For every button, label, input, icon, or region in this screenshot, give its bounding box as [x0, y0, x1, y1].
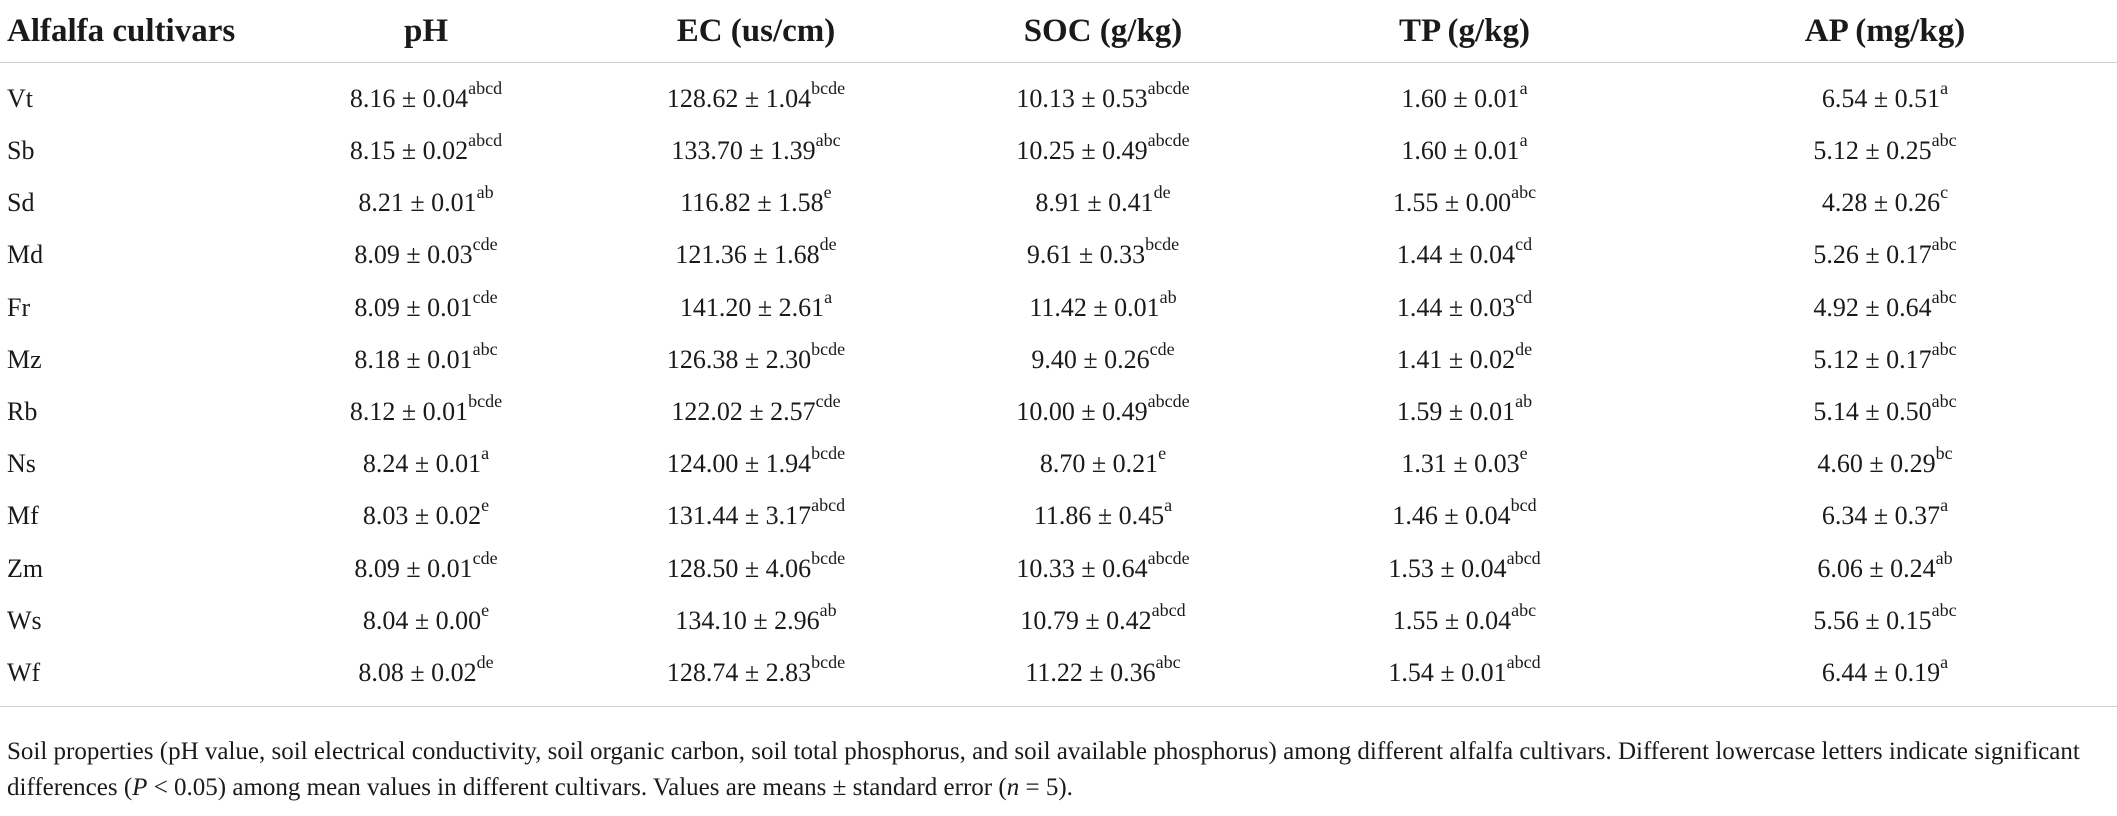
- soc-cell: [930, 438, 1276, 490]
- ap-significance-letters: ab: [1935, 547, 1953, 568]
- ph-significance-letters: cde: [472, 234, 498, 255]
- ap-cell: [1653, 334, 2117, 386]
- ph-significance-letters: bcde: [468, 391, 503, 412]
- soc-cell: [930, 595, 1276, 647]
- ap-value: 4.28 ± 0.26: [1821, 188, 1941, 218]
- soc-significance-letters: cde: [1149, 338, 1175, 359]
- ap-value: 6.44 ± 0.19: [1821, 658, 1941, 688]
- ec-value: 122.02 ± 2.57: [671, 397, 816, 427]
- ph-value: 8.04 ± 0.00: [362, 605, 482, 635]
- tp-value: 1.46 ± 0.04: [1392, 501, 1511, 531]
- soc-value: 8.91 ± 0.41: [1035, 188, 1154, 218]
- soc-value: 11.86 ± 0.45: [1033, 501, 1165, 531]
- table-row: [0, 647, 2117, 707]
- soc-significance-letters: abc: [1155, 652, 1181, 673]
- ph-value: 8.15 ± 0.02: [349, 136, 469, 166]
- ec-significance-letters: abc: [815, 130, 841, 151]
- ph-cell: [270, 282, 582, 334]
- soc-significance-letters: ab: [1159, 286, 1177, 307]
- tp-cell: [1276, 229, 1653, 281]
- soc-value: 8.70 ± 0.21: [1039, 449, 1159, 479]
- soc-cell: [930, 177, 1276, 229]
- cultivar-cell: Ns: [7, 449, 36, 479]
- tp-cell: [1276, 63, 1653, 126]
- ph-cell: [270, 595, 582, 647]
- table-row: [0, 125, 2117, 177]
- tp-significance-letters: ab: [1515, 391, 1533, 412]
- ph-value: 8.09 ± 0.03: [354, 240, 473, 270]
- ec-cell: [582, 63, 930, 126]
- ec-value: 116.82 ± 1.58: [680, 188, 824, 218]
- ec-value: 126.38 ± 2.30: [666, 344, 812, 374]
- ap-value: 5.12 ± 0.25: [1813, 136, 1932, 166]
- header-ph: pH: [270, 0, 582, 63]
- ec-value: 134.10 ± 2.96: [675, 605, 820, 635]
- ec-value: 131.44 ± 3.17: [666, 501, 812, 531]
- table-header-row: [0, 0, 2117, 63]
- footnote-text-2: < 0.05) among mean values in different cultivars. Values are means ± standard error (: [147, 774, 1007, 801]
- table-row: [0, 438, 2117, 490]
- ap-cell: [1653, 386, 2117, 438]
- table-row: [0, 229, 2117, 281]
- table-row: [0, 63, 2117, 126]
- ph-value: 8.08 ± 0.02: [358, 658, 477, 688]
- header-soc: SOC (g/kg): [930, 0, 1276, 63]
- ec-cell: [582, 282, 930, 334]
- table-body: [0, 63, 2117, 707]
- cultivar-cell: Sb: [7, 136, 35, 166]
- ap-cell: [1653, 595, 2117, 647]
- ap-value: 4.92 ± 0.64: [1813, 292, 1932, 322]
- ph-cell: [270, 386, 582, 438]
- ap-cell: [1653, 282, 2117, 334]
- ec-cell: [582, 543, 930, 595]
- tp-value: 1.54 ± 0.01: [1388, 658, 1507, 688]
- ph-value: 8.21 ± 0.01: [358, 188, 477, 218]
- ec-cell: [582, 177, 930, 229]
- soc-value: 10.25 ± 0.49: [1016, 136, 1148, 166]
- cultivar-cell: Mz: [7, 344, 42, 374]
- soc-cell: [930, 282, 1276, 334]
- soc-significance-letters: abcde: [1147, 130, 1190, 151]
- ph-significance-letters: abc: [472, 338, 498, 359]
- ap-value: 4.60 ± 0.29: [1817, 449, 1936, 479]
- ph-cell: [270, 334, 582, 386]
- soc-value: 9.40 ± 0.26: [1031, 344, 1150, 374]
- ap-significance-letters: c: [1940, 182, 1949, 203]
- cultivar-cell: Zm: [7, 553, 44, 583]
- ap-value: 5.26 ± 0.17: [1813, 240, 1932, 270]
- table-row: [0, 282, 2117, 334]
- tp-value: 1.55 ± 0.00: [1392, 188, 1512, 218]
- ec-value: 124.00 ± 1.94: [666, 449, 812, 479]
- table-row: [0, 177, 2117, 229]
- ph-value: 8.12 ± 0.01: [349, 397, 469, 427]
- ap-value: 5.56 ± 0.15: [1813, 605, 1932, 635]
- tp-cell: [1276, 595, 1653, 647]
- ph-significance-letters: de: [476, 652, 494, 673]
- ap-value: 5.12 ± 0.17: [1813, 344, 1932, 374]
- ec-cell: [582, 386, 930, 438]
- ec-significance-letters: e: [823, 182, 832, 203]
- ec-significance-letters: bcde: [811, 443, 846, 464]
- ec-cell: [582, 490, 930, 542]
- ec-cell: [582, 229, 930, 281]
- tp-value: 1.60 ± 0.01: [1401, 84, 1520, 113]
- table-row: [0, 595, 2117, 647]
- tp-significance-letters: cd: [1515, 286, 1533, 307]
- ec-significance-letters: a: [824, 286, 833, 307]
- ph-value: 8.16 ± 0.04: [349, 84, 469, 113]
- ph-value: 8.24 ± 0.01: [362, 449, 482, 479]
- ph-significance-letters: a: [481, 443, 490, 464]
- ec-value: 128.74 ± 2.83: [666, 658, 812, 688]
- tp-value: 1.44 ± 0.04: [1396, 240, 1516, 270]
- ec-significance-letters: bcde: [811, 338, 846, 359]
- tp-cell: [1276, 282, 1653, 334]
- soc-cell: [930, 386, 1276, 438]
- ec-value: 133.70 ± 1.39: [671, 136, 816, 166]
- cultivar-cell: Vt: [7, 84, 33, 113]
- ap-cell: [1653, 647, 2117, 707]
- tp-significance-letters: abcd: [1506, 652, 1541, 673]
- table-footnote: [7, 734, 2107, 806]
- ec-cell: [582, 334, 930, 386]
- tp-value: 1.44 ± 0.03: [1396, 292, 1516, 322]
- ph-significance-letters: abcd: [468, 130, 503, 151]
- tp-significance-letters: a: [1519, 78, 1528, 98]
- header-ec: EC (us/cm): [582, 0, 930, 63]
- ph-significance-letters: ab: [476, 182, 494, 203]
- header-ap: AP (mg/kg): [1653, 0, 2117, 63]
- ph-cell: [270, 438, 582, 490]
- ec-value: 128.62 ± 1.04: [666, 84, 812, 113]
- ap-significance-letters: a: [1940, 652, 1949, 673]
- tp-significance-letters: bcd: [1510, 495, 1537, 516]
- tp-cell: [1276, 125, 1653, 177]
- tp-significance-letters: abc: [1511, 599, 1537, 620]
- ph-cell: [270, 63, 582, 126]
- ph-significance-letters: cde: [472, 547, 498, 568]
- ap-significance-letters: abc: [1931, 599, 1957, 620]
- cultivar-cell: Sd: [7, 188, 35, 218]
- soc-cell: [930, 647, 1276, 707]
- soc-significance-letters: a: [1164, 495, 1173, 516]
- cultivar-cell: Wf: [0, 647, 270, 707]
- cultivar-cell: Fr: [7, 292, 31, 322]
- ap-significance-letters: abc: [1931, 234, 1957, 255]
- soc-cell: [930, 490, 1276, 542]
- soc-value: 9.61 ± 0.33: [1026, 240, 1146, 270]
- ph-value: 8.09 ± 0.01: [354, 292, 473, 322]
- soc-significance-letters: abcde: [1147, 391, 1190, 412]
- ap-value: 6.54 ± 0.51: [1821, 84, 1941, 113]
- soc-cell: [930, 543, 1276, 595]
- ap-cell: [1653, 63, 2117, 126]
- tp-cell: [1276, 177, 1653, 229]
- tp-value: 1.41 ± 0.02: [1396, 344, 1516, 374]
- tp-value: 1.59 ± 0.01: [1396, 397, 1516, 427]
- soc-significance-letters: abcde: [1147, 78, 1190, 98]
- ap-value: 6.34 ± 0.37: [1821, 501, 1941, 531]
- ec-cell: [582, 595, 930, 647]
- ph-cell: [270, 229, 582, 281]
- ph-cell: [270, 543, 582, 595]
- ph-cell: [270, 490, 582, 542]
- cultivar-cell: Ws: [7, 605, 42, 635]
- footnote-text-3: = 5).: [1019, 774, 1073, 801]
- soc-value: 10.79 ± 0.42: [1020, 605, 1152, 635]
- ec-significance-letters: bcde: [811, 78, 846, 98]
- footnote-text-1: Soil properties (pH value, soil electrical conductivity, soil organic carbon, soil total phosphorus, and soil available phosphorus) among different alfalfa cultivars. Different lowercase letters indicate significant differences (: [7, 738, 2080, 801]
- ec-value: 141.20 ± 2.61: [679, 292, 825, 322]
- table-row: [0, 386, 2117, 438]
- tp-cell: [1276, 490, 1653, 542]
- soc-significance-letters: bcde: [1145, 234, 1180, 255]
- tp-cell: [1276, 543, 1653, 595]
- soc-cell: [930, 63, 1276, 126]
- ec-significance-letters: bcde: [811, 547, 846, 568]
- tp-cell: [1276, 334, 1653, 386]
- footnote-n-symbol: n: [1006, 774, 1020, 801]
- ph-cell: [270, 647, 582, 707]
- ph-value: 8.09 ± 0.01: [354, 553, 473, 583]
- soc-cell: [930, 334, 1276, 386]
- tp-cell: [1276, 647, 1653, 707]
- cultivar-cell: Md: [7, 240, 44, 270]
- ap-cell: [1653, 543, 2117, 595]
- footnote-p-symbol: P: [132, 774, 148, 801]
- soc-significance-letters: e: [1158, 443, 1167, 464]
- ap-value: 5.14 ± 0.50: [1813, 397, 1932, 427]
- cultivar-cell: Mf: [7, 501, 39, 531]
- ec-cell: [582, 125, 930, 177]
- soc-significance-letters: abcde: [1147, 547, 1190, 568]
- ec-cell: [582, 647, 930, 707]
- ap-significance-letters: a: [1940, 78, 1949, 98]
- tp-significance-letters: abc: [1511, 182, 1537, 203]
- ec-significance-letters: ab: [819, 599, 837, 620]
- ap-cell: [1653, 229, 2117, 281]
- tp-significance-letters: abcd: [1506, 547, 1541, 568]
- ph-significance-letters: e: [481, 495, 490, 516]
- table-row: [0, 543, 2117, 595]
- tp-value: 1.55 ± 0.04: [1392, 605, 1512, 635]
- ph-significance-letters: e: [481, 599, 490, 620]
- tp-value: 1.31 ± 0.03: [1401, 449, 1520, 479]
- tp-significance-letters: cd: [1515, 234, 1533, 255]
- header-cultivars: Alfalfa cultivars: [0, 0, 270, 63]
- ap-cell: [1653, 177, 2117, 229]
- ph-value: 8.18 ± 0.01: [354, 344, 473, 374]
- soc-value: 11.22 ± 0.36: [1025, 658, 1156, 688]
- ph-cell: [270, 177, 582, 229]
- ec-cell: [582, 438, 930, 490]
- tp-significance-letters: a: [1519, 130, 1528, 151]
- soc-value: 10.33 ± 0.64: [1016, 553, 1148, 583]
- tp-cell: [1276, 386, 1653, 438]
- tp-cell: [1276, 438, 1653, 490]
- ap-cell: [1653, 490, 2117, 542]
- ap-significance-letters: bc: [1935, 443, 1953, 464]
- ap-significance-letters: abc: [1931, 130, 1957, 151]
- ph-significance-letters: cde: [472, 286, 498, 307]
- ap-significance-letters: abc: [1931, 391, 1957, 412]
- tp-significance-letters: de: [1515, 338, 1533, 359]
- cultivar-cell: Rb: [7, 397, 38, 427]
- tp-value: 1.60 ± 0.01: [1401, 136, 1520, 166]
- ph-significance-letters: abcd: [468, 78, 503, 98]
- tp-value: 1.53 ± 0.04: [1388, 553, 1507, 583]
- ph-cell: [270, 125, 582, 177]
- ap-value: 6.06 ± 0.24: [1817, 553, 1936, 583]
- ec-significance-letters: cde: [815, 391, 841, 412]
- soc-cell: [930, 125, 1276, 177]
- ec-significance-letters: bcde: [811, 652, 846, 673]
- table-row: [0, 334, 2117, 386]
- ec-significance-letters: abcd: [811, 495, 846, 516]
- ec-value: 121.36 ± 1.68: [675, 240, 820, 270]
- soc-cell: [930, 229, 1276, 281]
- ap-significance-letters: abc: [1931, 338, 1957, 359]
- soc-significance-letters: abcd: [1151, 599, 1186, 620]
- ec-significance-letters: de: [819, 234, 837, 255]
- soc-value: 11.42 ± 0.01: [1029, 292, 1160, 322]
- tp-significance-letters: e: [1519, 443, 1528, 464]
- ap-significance-letters: a: [1940, 495, 1949, 516]
- ap-cell: [1653, 438, 2117, 490]
- ph-value: 8.03 ± 0.02: [362, 501, 482, 531]
- ap-significance-letters: abc: [1931, 286, 1957, 307]
- soc-value: 10.13 ± 0.53: [1016, 84, 1148, 113]
- table-row: [0, 490, 2117, 542]
- ec-value: 128.50 ± 4.06: [666, 553, 812, 583]
- soc-significance-letters: de: [1153, 182, 1171, 203]
- header-tp: TP (g/kg): [1276, 0, 1653, 63]
- ap-cell: [1653, 125, 2117, 177]
- soc-value: 10.00 ± 0.49: [1016, 397, 1148, 427]
